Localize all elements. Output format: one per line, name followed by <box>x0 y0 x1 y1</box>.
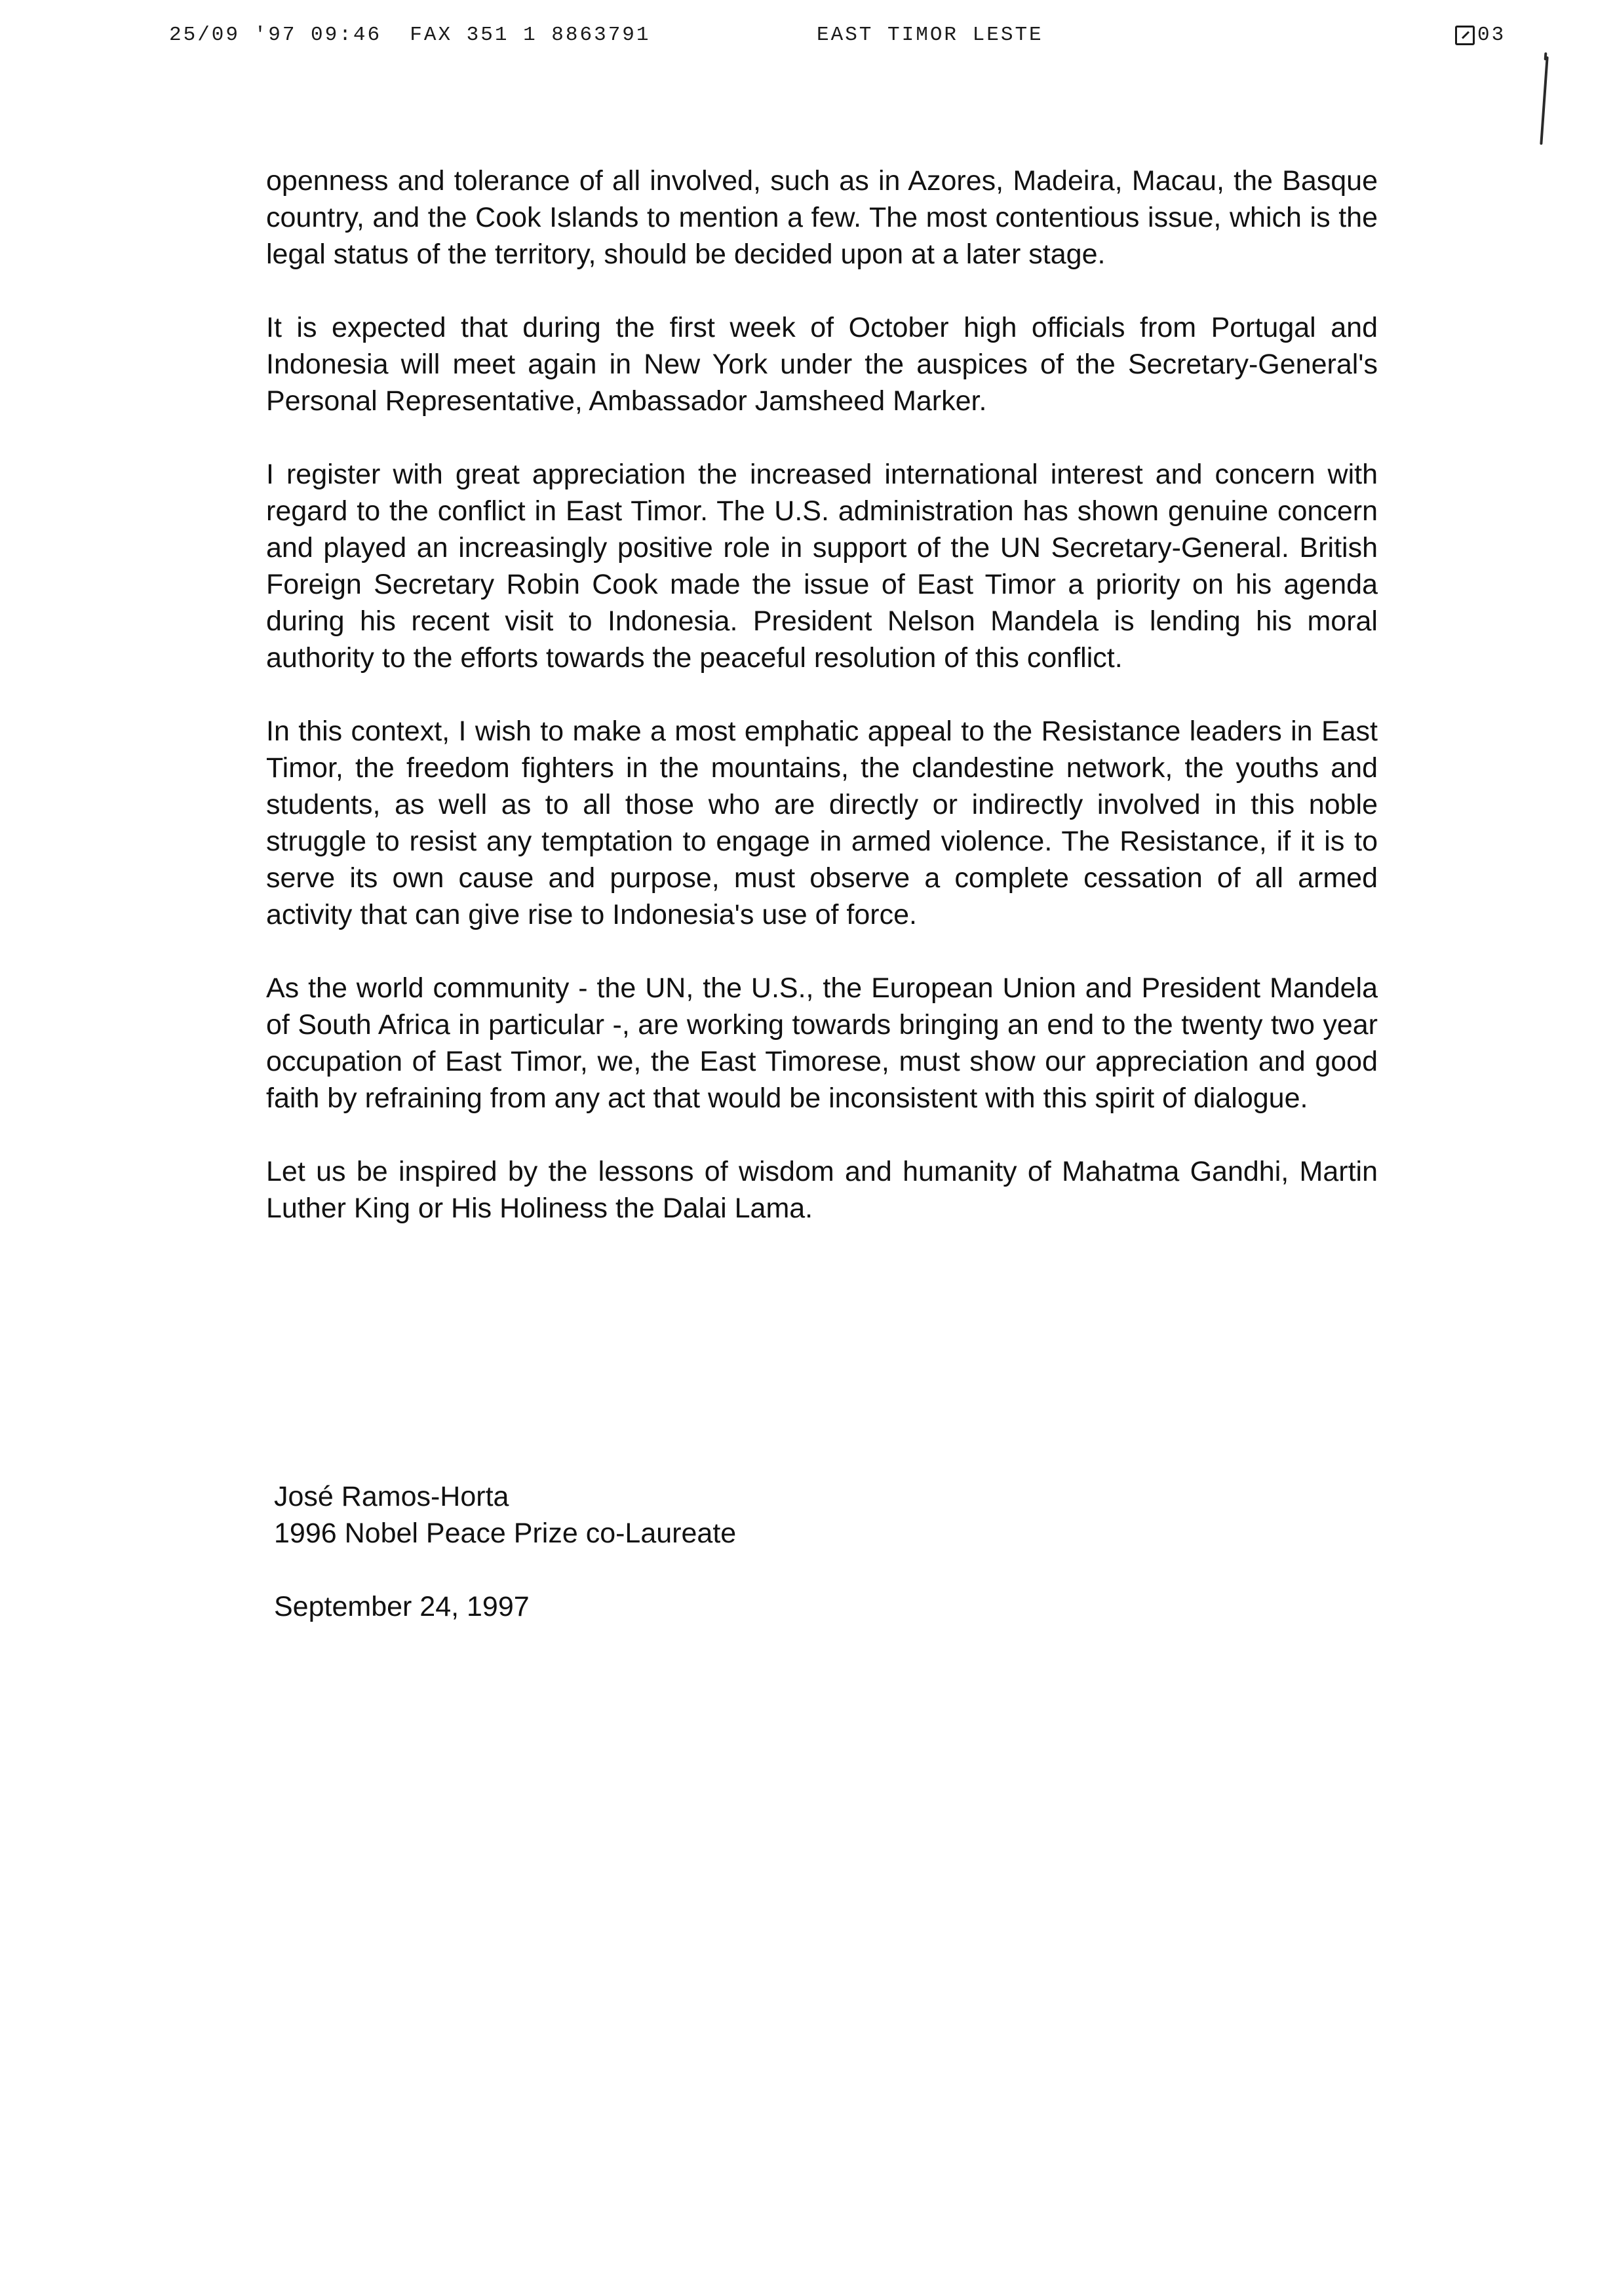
signature-block <box>274 1478 736 1552</box>
fax-header <box>0 0 1615 72</box>
fax-transmission-info <box>169 24 651 47</box>
letter-body <box>266 163 1378 1263</box>
paragraph: In this context, I wish to make a most emphatic appeal to the Resistance leaders in East Timor, the freedom fighters in the mountains, the clandestine network, the youths and students, as well as to all those who are directly or indirectly involved in this noble struggle to resist any temptation to engage in armed violence. The Resistance, if it is to serve its own cause and purpose, must observe a complete cessation of all armed activity that can give rise to Indonesia's use of force. <box>266 716 1378 930</box>
fax-page-number: 03 <box>1477 24 1506 47</box>
signatory-name: José Ramos-Horta <box>274 1481 509 1512</box>
letter-date: September 24, 1997 <box>274 1591 530 1622</box>
fax-datetime: 25/09 '97 09:46 <box>169 24 382 47</box>
paragraph: It is expected that during the first week of October high officials from Portugal and Indonesia will meet again in New York under the auspices of the Secretary-General's Personal Representative, Ambassador Jamsheed Marker. <box>266 312 1378 417</box>
paragraph: Let us be inspired by the lessons of wisdom and humanity of Mahatma Gandhi, Martin Luther King or His Holiness the Dalai Lama. <box>266 1156 1378 1224</box>
fax-page-icon <box>1455 26 1475 45</box>
paragraph: I register with great appreciation the increased international interest and concern with regard to the conflict in East Timor. The U.S. administration has shown genuine concern and played an increasingly positive role in support of the UN Secretary-General. British Foreign Secretary Robin Cook made the issue of East Timor a priority on his agenda during his recent visit to Indonesia. President Nelson Mandela is lending his moral authority to the efforts towards the peaceful resolution of this conflict. <box>266 459 1378 674</box>
fax-number: FAX 351 1 8863791 <box>410 24 651 47</box>
signatory-title: 1996 Nobel Peace Prize co-Laureate <box>274 1518 737 1549</box>
paragraph: openness and tolerance of all involved, such as in Azores, Madeira, Macau, the Basque country, and the Cook Islands to mention a few. The most contentious issue, which is the legal status of the territory, should be decided upon at a later stage. <box>266 165 1378 270</box>
paragraph: As the world community - the UN, the U.S., the European Union and President Mandela of South Africa in particular -, are working towards bringing an end to the twenty two year occupation of East Timor, we, the East Timorese, must show our appreciation and good faith by refraining from any act that would be inconsistent with this spirit of dialogue. <box>266 972 1378 1114</box>
fax-sender: EAST TIMOR LESTE <box>817 24 1043 47</box>
fax-page-indicator <box>1455 24 1506 47</box>
